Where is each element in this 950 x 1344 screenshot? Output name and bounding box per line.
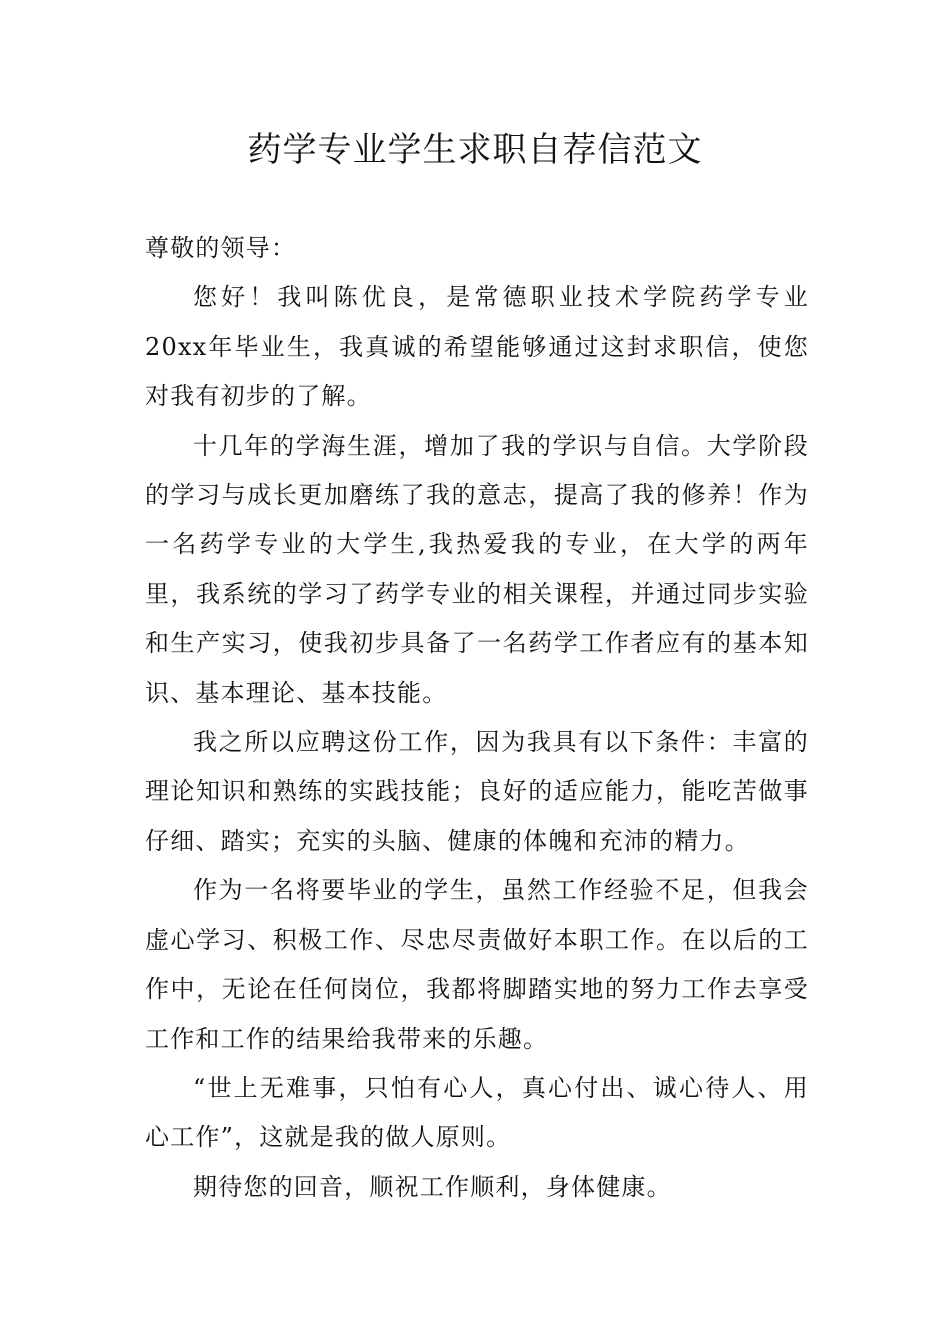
paragraph-greeting: 您好！我叫陈优良，是常德职业技术学院药学专业20xx年毕业生，我真诚的希望能够通过这封求职信，使您对我有初步的了解。 xyxy=(145,283,809,411)
salutation: 尊敬的领导： xyxy=(145,234,297,262)
paragraph-education: 十几年的学海生涯，增加了我的学识与自信。大学阶段的学习与成长更加磨练了我的意志，提高了我的修养！作为一名药学专业的大学生,我热爱我的专业，在大学的两年里，我系统的学习了药学专业的相关课程，并通过同步实验和生产实习，使我初步具备了一名药学工作者应有的基本知识、基本理论、基本技能。 xyxy=(145,431,809,707)
paragraph-motto: “世上无难事，只怕有心人，真心付出、诚心待人、用心工作”，这就是我的做人原则。 xyxy=(145,1073,809,1152)
letter-body xyxy=(145,224,809,1212)
paragraph-attitude: 作为一名将要毕业的学生，虽然工作经验不足，但我会虚心学习、积极工作、尽忠尽责做好本职工作。在以后的工作中，无论在任何岗位，我都将脚踏实地的努力工作去享受工作和工作的结果给我带来的乐趣。 xyxy=(145,876,809,1053)
paragraph-closing: 期待您的回音，顺祝工作顺利，身体健康。 xyxy=(193,1172,672,1201)
paragraph-qualifications: 我之所以应聘这份工作，因为我具有以下条件：丰富的理论知识和熟练的实践技能；良好的适应能力，能吃苦做事仔细、踏实；充实的头脑、健康的体魄和充沛的精力。 xyxy=(145,728,809,855)
document-title: 药学专业学生求职自荐信范文 xyxy=(247,130,703,170)
